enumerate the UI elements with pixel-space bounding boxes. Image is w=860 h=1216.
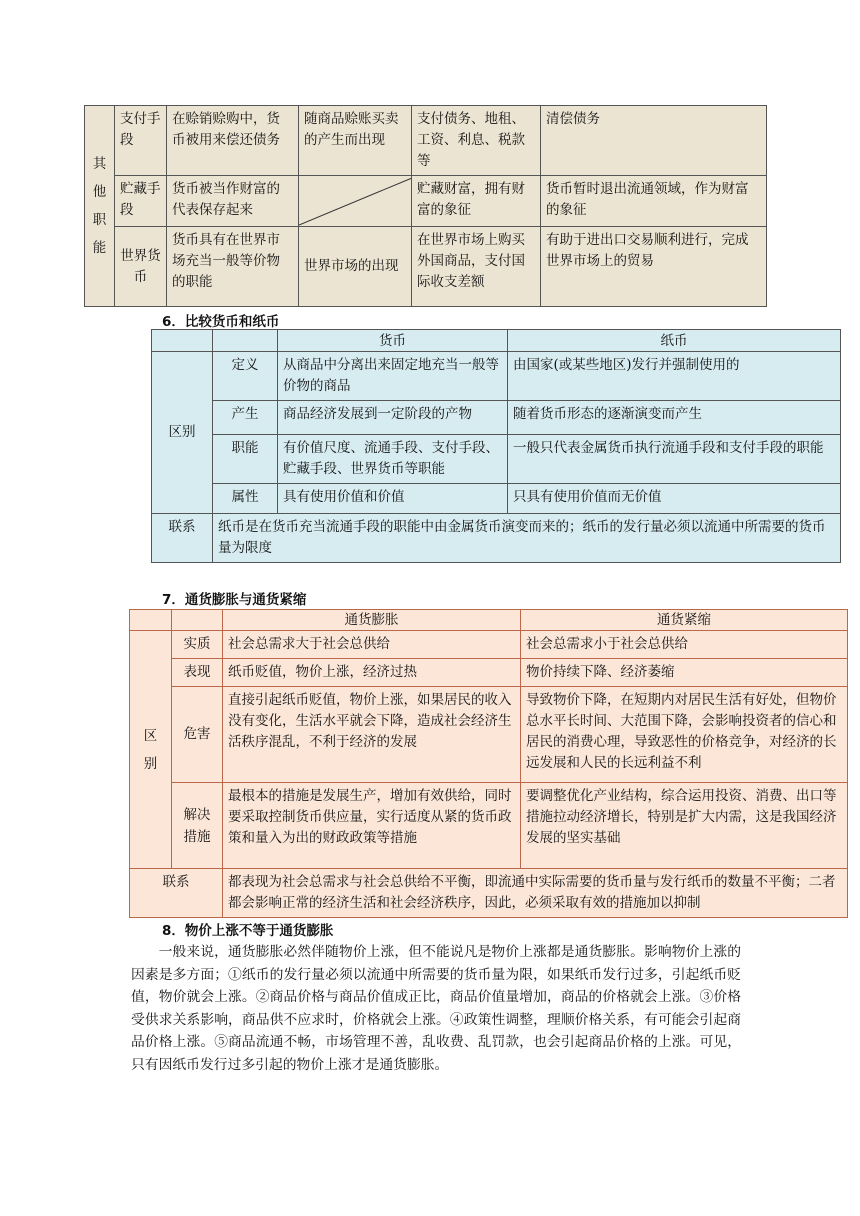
empty-diagonal-cell bbox=[299, 176, 412, 227]
deflation-cell: 社会总需求小于社会总供给 bbox=[521, 631, 848, 659]
inflation-cell: 纸币贬值，物价上涨，经济过热 bbox=[223, 659, 521, 687]
money-cell: 从商品中分离出来固定地充当一般等价物的商品 bbox=[278, 352, 508, 401]
inflation-deflation-table bbox=[129, 609, 848, 918]
function-desc: 货币具有在世界市场充当一般等价物的职能 bbox=[167, 227, 299, 307]
link-label: 联系 bbox=[130, 869, 223, 918]
section-8-title: 8．物价上涨不等于通货膨胀 bbox=[162, 923, 334, 939]
inflation-cell: 社会总需求大于社会总供给 bbox=[223, 631, 521, 659]
group-label-other-functions: 其 他 职 能 bbox=[85, 106, 115, 307]
deflation-cell: 要调整优化产业结构，综合运用投资、消费、出口等措施拉动经济增长，特别是扩大内需，这是我国经济发展的坚实基础 bbox=[521, 783, 848, 869]
money-cell: 具有使用价值和价值 bbox=[278, 484, 508, 514]
money-cell: 有价值尺度、流通手段、支付手段、贮藏手段、世界货币等职能 bbox=[278, 435, 508, 484]
header-paper-money: 纸币 bbox=[508, 330, 841, 352]
function-desc: 货币被当作财富的代表保存起来 bbox=[167, 176, 299, 227]
function-name: 贮藏手段 bbox=[115, 176, 167, 227]
header-inflation: 通货膨胀 bbox=[223, 610, 521, 631]
function-use: 贮藏财富，拥有财富的象征 bbox=[412, 176, 541, 227]
row-label: 解决措施 bbox=[172, 783, 223, 869]
link-text: 都表现为社会总需求与社会总供给不平衡，即流通中实际需要的货币量与发行纸币的数量不平衡；二者都会影响正常的经济生活和社会经济秩序，因此，必须采取有效的措施加以抑制 bbox=[223, 869, 848, 918]
money-functions-table bbox=[84, 105, 767, 307]
row-label: 产生 bbox=[213, 401, 278, 435]
paper-cell: 只具有使用价值而无价值 bbox=[508, 484, 841, 514]
group-label-difference: 区别 bbox=[152, 352, 213, 514]
function-effect: 清偿债务 bbox=[541, 106, 767, 176]
row-label: 危害 bbox=[172, 687, 223, 783]
row-label: 职能 bbox=[213, 435, 278, 484]
function-origin: 世界市场的出现 bbox=[299, 227, 412, 307]
section-8-paragraph: 一般来说，通货膨胀必然伴随物价上涨，但不能说凡是物价上涨都是通货膨胀。影响物价上涨的因素是多方面；①纸币的发行量必须以流通中所需要的货币量为限，如果纸币发行过多，引起纸币贬值，物价就会上涨。②商品价格与商品价值成正比，商品价值量增加，商品的价格就会上涨。③价格受供求关系影响，商品供不应求时，价格就会上涨。④政策性调整，理顺价格关系，有可能会引起商品价格上涨。⑤商品流通不畅，市场管理不善，乱收费、乱罚款，也会引起商品价格的上涨。可见，只有因纸币发行过多引起的物价上涨才是通货膨胀。 bbox=[131, 944, 741, 1073]
link-text: 纸币是在货币充当流通手段的职能中由金属货币演变而来的；纸币的发行量必须以流通中所需要的货币量为限度 bbox=[213, 514, 841, 563]
link-label: 联系 bbox=[152, 514, 213, 563]
money-vs-paper-table bbox=[151, 329, 841, 563]
paper-cell: 一般只代表金属货币执行流通手段和支付手段的职能 bbox=[508, 435, 841, 484]
function-use: 在世界市场上购买外国商品，支付国际收支差额 bbox=[412, 227, 541, 307]
money-cell: 商品经济发展到一定阶段的产物 bbox=[278, 401, 508, 435]
function-origin: 随商品赊账买卖的产生而出现 bbox=[299, 106, 412, 176]
header-deflation: 通货紧缩 bbox=[521, 610, 848, 631]
inflation-cell: 最根本的措施是发展生产，增加有效供给，同时要采取控制货币供应量，实行适度从紧的货币政策和量入为出的财政政策等措施 bbox=[223, 783, 521, 869]
section-6-title: 6．比较货币和纸币 bbox=[162, 314, 280, 330]
row-label: 定义 bbox=[213, 352, 278, 401]
deflation-cell: 物价持续下降、经济萎缩 bbox=[521, 659, 848, 687]
function-desc: 在赊销赊购中，货币被用来偿还债务 bbox=[167, 106, 299, 176]
section-7-title: 7．通货膨胀与通货紧缩 bbox=[162, 592, 307, 608]
diagonal-line bbox=[299, 176, 412, 227]
deflation-cell: 导致物价下降，在短期内对居民生活有好处，但物价总水平长时间、大范围下降，会影响投资者的信心和居民的消费心理，导致恶性的价格竞争，对经济的长远发展和人民的长远利益不利 bbox=[521, 687, 848, 783]
paper-cell: 由国家(或某些地区)发行并强制使用的 bbox=[508, 352, 841, 401]
row-label: 实质 bbox=[172, 631, 223, 659]
paper-cell: 随着货币形态的逐渐演变而产生 bbox=[508, 401, 841, 435]
inflation-cell: 直接引起纸币贬值，物价上涨，如果居民的收入没有变化，生活水平就会下降，造成社会经济生活秩序混乱，不利于经济的发展 bbox=[223, 687, 521, 783]
function-effect: 有助于进出口交易顺利进行，完成世界市场上的贸易 bbox=[541, 227, 767, 307]
header-money: 货币 bbox=[278, 330, 508, 352]
function-name: 世界货币 bbox=[115, 227, 167, 307]
function-name: 支付手段 bbox=[115, 106, 167, 176]
function-use: 支付债务、地租、工资、利息、税款等 bbox=[412, 106, 541, 176]
function-effect: 货币暂时退出流通领域，作为财富的象征 bbox=[541, 176, 767, 227]
row-label: 表现 bbox=[172, 659, 223, 687]
row-label: 属性 bbox=[213, 484, 278, 514]
group-label-difference: 区 别 bbox=[130, 631, 172, 869]
